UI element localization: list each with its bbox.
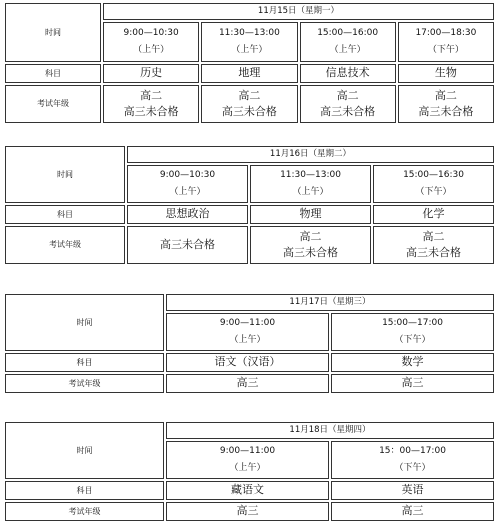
- time-label: 时间: [5, 294, 164, 351]
- session-time: 17:00—18:30 （下午）: [398, 22, 494, 62]
- session-subject: 思想政治: [127, 205, 248, 224]
- session-subject: 藏语文: [166, 481, 329, 500]
- session-subject: 历史: [103, 64, 199, 83]
- session-time: 15:00—16:30 （下午）: [373, 165, 494, 203]
- schedule-table: [3, 144, 496, 266]
- schedule-table: [3, 420, 496, 523]
- session-grade: 高二 高三未合格: [103, 85, 199, 123]
- session-time: 15:00—16:00 （上午）: [300, 22, 396, 62]
- session-time: 9:00—11:00 （上午）: [166, 313, 329, 351]
- time-label: 时间: [5, 422, 164, 479]
- session-time: 11:30—13:00 （上午）: [201, 22, 297, 62]
- session-time: 9:00—11:00 （上午）: [166, 441, 329, 479]
- session-time: 15：00—17:00 （下午）: [331, 441, 494, 479]
- session-subject: 英语: [331, 481, 494, 500]
- subject-label: 科目: [5, 481, 164, 500]
- schedule-table-nov18: [3, 420, 496, 523]
- session-subject: 化学: [373, 205, 494, 224]
- session-time: 11:30—13:00 （上午）: [250, 165, 371, 203]
- schedule-table-nov15: [3, 1, 496, 125]
- session-subject: 地理: [201, 64, 297, 83]
- session-subject: 生物: [398, 64, 494, 83]
- session-time: 9:00—10:30 （上午）: [127, 165, 248, 203]
- session-subject: 数学: [331, 353, 494, 372]
- grade-label: 考试年级: [5, 374, 164, 393]
- date-header: 11月18日（星期四）: [166, 422, 494, 439]
- session-grade: 高三: [331, 374, 494, 393]
- schedule-table: [3, 1, 496, 125]
- date-header: 11月15日（星期一）: [103, 3, 494, 20]
- session-subject: 物理: [250, 205, 371, 224]
- grade-label: 考试年级: [5, 85, 101, 123]
- schedule-table-nov16: [3, 144, 496, 266]
- session-subject: 信息技术: [300, 64, 396, 83]
- subject-label: 科目: [5, 353, 164, 372]
- session-grade: 高三未合格: [127, 226, 248, 264]
- date-header: 11月16日（星期二）: [127, 146, 494, 163]
- session-time: 9:00—10:30 （上午）: [103, 22, 199, 62]
- session-grade: 高三: [166, 502, 329, 521]
- session-subject: 语文（汉语）: [166, 353, 329, 372]
- grade-label: 考试年级: [5, 226, 125, 264]
- subject-label: 科目: [5, 64, 101, 83]
- session-grade: 高二 高三未合格: [373, 226, 494, 264]
- session-grade: 高三: [331, 502, 494, 521]
- time-label: 时间: [5, 146, 125, 203]
- session-grade: 高二 高三未合格: [201, 85, 297, 123]
- session-time: 15:00—17:00 （下午）: [331, 313, 494, 351]
- grade-label: 考试年级: [5, 502, 164, 521]
- session-grade: 高二 高三未合格: [250, 226, 371, 264]
- subject-label: 科目: [5, 205, 125, 224]
- time-label: 时间: [5, 3, 101, 62]
- session-grade: 高三: [166, 374, 329, 393]
- date-header: 11月17日（星期三）: [166, 294, 494, 311]
- schedule-table-nov17: [3, 292, 496, 395]
- session-grade: 高二 高三未合格: [398, 85, 494, 123]
- schedule-table: [3, 292, 496, 395]
- session-grade: 高二 高三未合格: [300, 85, 396, 123]
